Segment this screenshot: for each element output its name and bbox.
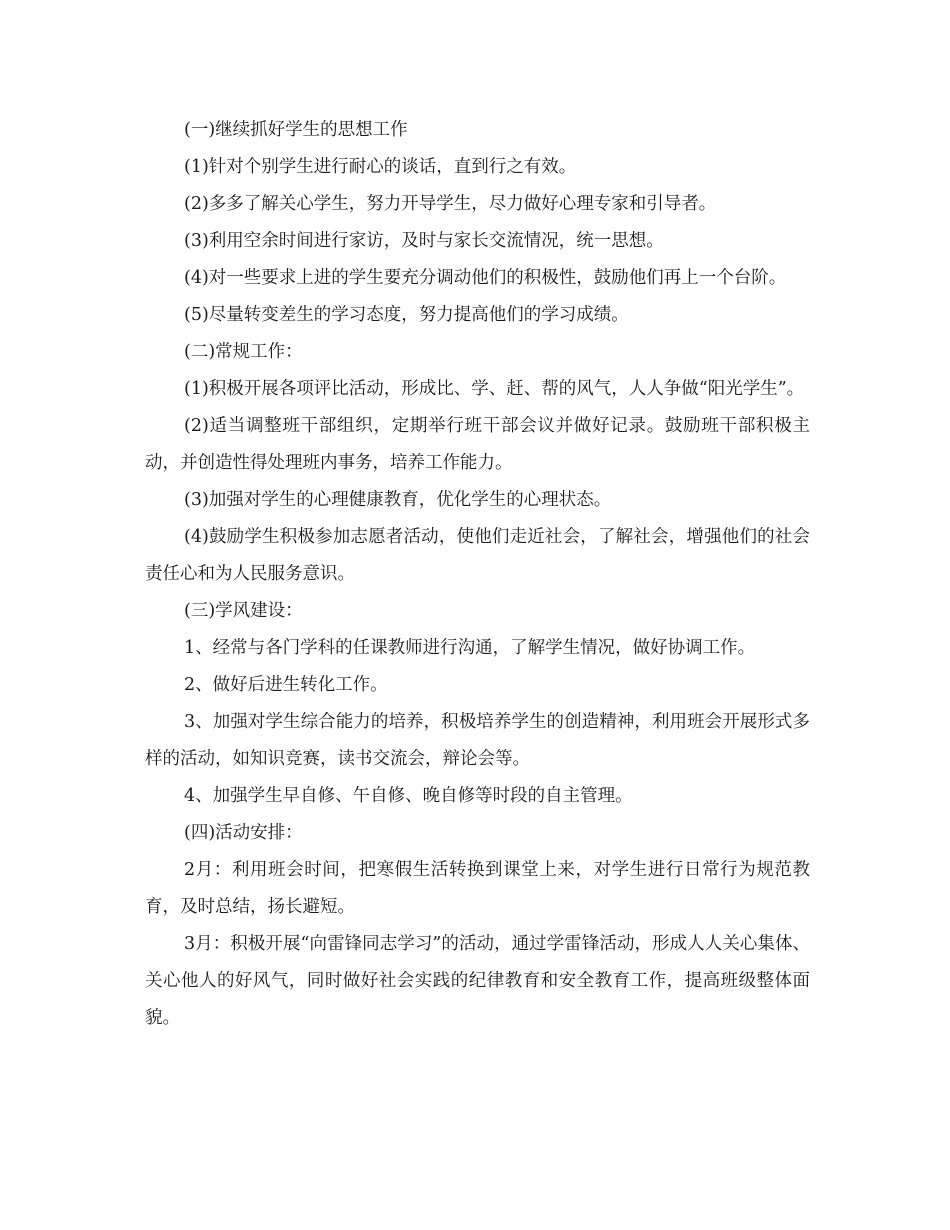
- paragraph-item-4: (4)对一些要求上进的学生要充分调动他们的积极性，鼓励他们再上一个台阶。: [184, 268, 787, 288]
- section-heading-2: (二)常规工作：: [184, 342, 303, 362]
- section-heading-3: (三)学风建设：: [184, 601, 303, 621]
- paragraph-item-9: (4)鼓励学生积极参加志愿者活动，使他们走近社会，了解社会，增强他们的社会责任心和为人民服务意识。: [145, 527, 810, 584]
- paragraph-item-6: (1)积极开展各项评比活动，形成比、学、赶、帮的风气，人人争做“阳光学生”。: [184, 379, 805, 399]
- paragraph-item-15: 3月：积极开展“向雷锋同志学习”的活动，通过学雷锋活动，形成人人关心集体、关心他人的好风气，同时做好社会实践的纪律教育和安全教育工作，提高班级整体面貌。: [145, 934, 810, 1028]
- paragraph-item-7: (2)适当调整班干部组织，定期举行班干部会议并做好记录。鼓励班干部积极主动，并创造性得处理班内事务，培养工作能力。: [145, 416, 810, 473]
- section-heading-1: (一)继续抓好学生的思想工作: [184, 120, 408, 140]
- paragraph-item-2: (2)多多了解关心学生，努力开导学生，尽力做好心理专家和引导者。: [184, 194, 717, 214]
- paragraph-item-1: (1)针对个别学生进行耐心的谈话，直到行之有效。: [184, 157, 577, 177]
- paragraph-item-14: 2月：利用班会时间，把寒假生活转换到课堂上来，对学生进行日常行为规范教育，及时总结，扬长避短。: [145, 860, 810, 917]
- section-heading-4: (四)活动安排：: [184, 823, 303, 843]
- paragraph-item-10: 1、经常与各门学科的任课教师进行沟通，了解学生情况，做好协调工作。: [184, 638, 756, 658]
- paragraph-item-12: 3、加强对学生综合能力的培养，积极培养学生的创造精神，利用班会开展形式多样的活动，如知识竞赛，读书交流会，辩论会等。: [145, 712, 810, 769]
- paragraph-item-13: 4、加强学生早自修、午自修、晚自修等时段的自主管理。: [184, 786, 633, 806]
- paragraph-item-3: (3)利用空余时间进行家访，及时与家长交流情况，统一思想。: [184, 231, 664, 251]
- paragraph-item-5: (5)尽量转变差生的学习态度，努力提高他们的学习成绩。: [184, 305, 629, 325]
- paragraph-item-11: 2、做好后进生转化工作。: [184, 675, 388, 695]
- document-body: [145, 112, 810, 1037]
- paragraph-item-8: (3)加强对学生的心理健康教育，优化学生的心理状态。: [184, 490, 612, 510]
